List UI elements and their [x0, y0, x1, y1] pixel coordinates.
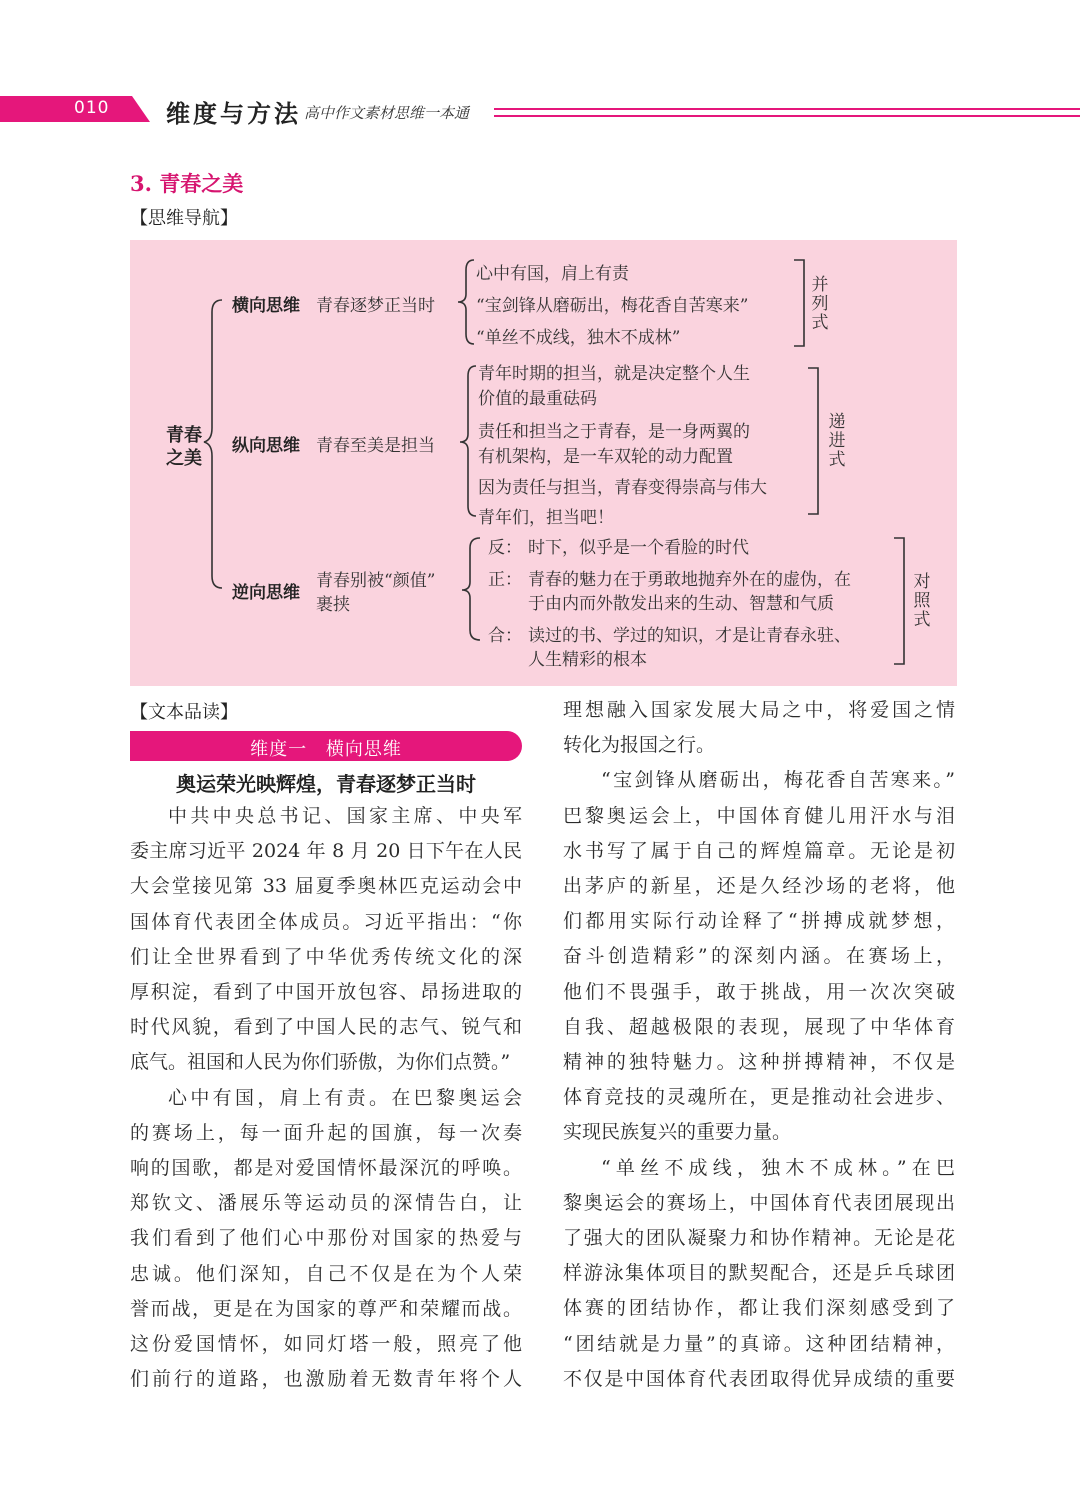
branch-type-horizontal: 横向思维	[232, 296, 300, 316]
branch3-item-zheng-line-2: 于由内而外散发出来的生动、智慧和气质	[528, 594, 834, 614]
branch2-item-2-line-1: 责任和担当之于青春，是一身两翼的	[478, 422, 750, 442]
page-number: 010	[74, 98, 110, 118]
branch1-mode-char: 列	[811, 294, 829, 314]
header-rule-bottom	[494, 115, 1080, 117]
article-right-column	[563, 693, 955, 1397]
brace-1	[458, 260, 474, 344]
branch-theme-vertical: 青春至美是担当	[316, 436, 435, 456]
branch3-mode-char: 对	[913, 572, 931, 592]
root-line-2: 之美	[166, 448, 202, 469]
brace-3	[462, 538, 480, 640]
branch-theme-horizontal: 青春逐梦正当时	[316, 296, 435, 316]
text-line: 了强大的团队凝聚力和协作精神。无论是花	[563, 1227, 955, 1250]
branch1-item-1: 心中有国，肩上有责	[476, 264, 629, 284]
branch3-mode	[912, 573, 932, 630]
branch2-item-3: 因为责任与担当，青春变得崇高与伟大	[478, 478, 767, 498]
branch2-mode	[827, 413, 847, 470]
branch3-tag-fan: 反：	[488, 538, 522, 558]
branch1-mode	[810, 276, 830, 333]
text-line: 我们看到了他们心中那份对国家的热爱与	[130, 1227, 522, 1250]
text-line: 委主席习近平 2024 年 8 月 20 日下午在人民	[130, 840, 522, 863]
branch-theme-reverse-line-2: 裹挟	[316, 595, 350, 615]
series-title: 维度与方法	[166, 99, 301, 128]
article-title: 奥运荣光映辉煌，青春逐梦正当时	[176, 772, 476, 796]
branch2-mode-char: 递	[828, 412, 846, 432]
text-line: 黎奥运会的赛场上，中国体育代表团展现出	[563, 1191, 955, 1214]
text-line: “团结就是力量”的真谛。这种团结精神，	[563, 1332, 955, 1355]
text-line: “单丝不成线，独木不成林。”在巴	[601, 1156, 955, 1179]
nav-title: 【思维导航】	[130, 208, 238, 229]
text-line: 体育竞技的灵魂所在，更是推动社会进步、	[563, 1086, 955, 1109]
text-line: 巴黎奥运会上，中国体育健儿用汗水与泪	[563, 804, 955, 827]
text-line: 誉而战，更是在为国家的尊严和荣耀而战。	[130, 1297, 522, 1320]
branch-type-reverse: 逆向思维	[232, 583, 300, 603]
branch1-item-3: “单丝不成线，独木不成林”	[476, 328, 681, 348]
branch3-item-he-line-2: 人生精彩的根本	[528, 650, 647, 670]
text-line: 的赛场上，每一面升起的国旗，每一次奏	[130, 1121, 522, 1144]
root-line-1: 青春	[166, 425, 202, 446]
branch3-item-fan: 时下，似乎是一个看脸的时代	[528, 538, 749, 558]
mind-map	[130, 240, 957, 686]
text-line: 这份爱国情怀，如同灯塔一般，照亮了他	[130, 1333, 522, 1356]
branch3-tag-he: 合：	[488, 626, 522, 646]
branch1-mode-char: 式	[811, 313, 829, 333]
branch3-item-zheng-line-1: 青春的魅力在于勇敢地抛弃外在的虚伪，在	[528, 570, 851, 590]
text-line: 不仅是中国体育代表团取得优异成绩的重要	[563, 1367, 955, 1390]
right-bracket-1	[794, 260, 804, 346]
root-brace	[204, 300, 222, 588]
dimension-label: 维度一 横向思维	[250, 739, 402, 760]
text-line: 大会堂接见第 33 届夏季奥林匹克运动会中	[130, 875, 522, 898]
text-line: 心中有国，肩上有责。在巴黎奥运会	[168, 1086, 522, 1109]
text-line: 转化为报国之行。	[563, 734, 716, 757]
text-line: 奋斗创造精彩”的深刻内涵。在赛场上，	[563, 945, 955, 968]
branch1-mode-char: 并	[811, 275, 829, 295]
text-line: 郑钦文、潘展乐等运动员的深情告白，让	[130, 1192, 522, 1215]
branch1-item-2: “宝剑锋从磨砺出，梅花香自苦寒来”	[476, 296, 749, 316]
branch3-item-he-line-1: 读过的书、学过的知识，才是让青春永驻、	[528, 626, 851, 646]
right-bracket-2	[808, 368, 818, 514]
text-line: 他们不畏强手，敢于挑战，用一次次突破	[563, 980, 955, 1003]
branch2-mode-char: 式	[828, 450, 846, 470]
branch3-mode-char: 照	[913, 591, 931, 611]
section-title: 3. 青春之美	[130, 171, 244, 196]
text-line: 忠诚。他们深知，自己不仅是在为个人荣	[130, 1262, 522, 1285]
text-line: 响的国歌，都是对爱国情怀最深沉的呼唤。	[130, 1157, 522, 1180]
text-line: 水书写了属于自己的辉煌篇章。无论是初	[563, 839, 955, 862]
text-line: “宝剑锋从磨砺出，梅花香自苦寒来。”	[601, 769, 955, 792]
text-line: 们让全世界看到了中华优秀传统文化的深	[130, 945, 522, 968]
text-line: 时代风貌，看到了中国人民的志气、锐气和	[130, 1016, 522, 1039]
text-line: 厚积淀，看到了中国开放包容、昂扬进取的	[130, 981, 522, 1004]
branch-theme-reverse-line-1: 青春别被“颜值”	[316, 571, 436, 591]
branch2-item-2-line-2: 有机架构，是一车双轮的动力配置	[478, 447, 733, 467]
root-node	[166, 424, 202, 470]
text-line: 自我、超越极限的表现，展现了中华体育	[563, 1015, 955, 1038]
text-line: 出茅庐的新星，还是久经沙场的老将，他	[563, 875, 955, 898]
article-left-column	[130, 799, 522, 1397]
text-line: 样游泳集体项目的默契配合，还是乒乓球团	[563, 1262, 955, 1285]
text-line: 国体育代表团全体成员。习近平指出：“你	[130, 910, 522, 933]
text-line: 们都用实际行动诠释了“拼搏成就梦想，	[563, 910, 955, 933]
text-line: 们前行的道路，也激励着无数青年将个人	[130, 1368, 522, 1391]
book-title: 高中作文素材思维一本通	[304, 104, 470, 122]
branch2-item-4: 青年们，担当吧！	[478, 508, 614, 528]
branch2-mode-char: 进	[828, 431, 846, 451]
text-line: 中共中央总书记、国家主席、中央军	[168, 805, 522, 827]
text-line: 实现民族复兴的重要力量。	[563, 1121, 792, 1144]
branch3-tag-zheng: 正：	[488, 570, 522, 590]
right-bracket-3	[894, 538, 904, 664]
text-line: 底气。祖国和人民为你们骄傲，为你们点赞。”	[130, 1051, 511, 1074]
branch2-item-1-line-2: 价值的最重砝码	[478, 389, 597, 409]
text-line: 理想融入国家发展大局之中，将爱国之情	[563, 699, 955, 721]
header-rule-top	[494, 108, 1080, 110]
text-line: 体赛的团结协作，都让我们深刻感受到了	[563, 1297, 955, 1320]
branch-type-vertical: 纵向思维	[232, 436, 300, 456]
brace-2	[460, 366, 476, 516]
text-line: 精神的独特魅力。这种拼搏精神，不仅是	[563, 1051, 955, 1074]
reading-title: 【文本品读】	[130, 702, 238, 723]
branch2-item-1-line-1: 青年时期的担当，就是决定整个人生	[478, 364, 750, 384]
branch3-mode-char: 式	[913, 610, 931, 630]
